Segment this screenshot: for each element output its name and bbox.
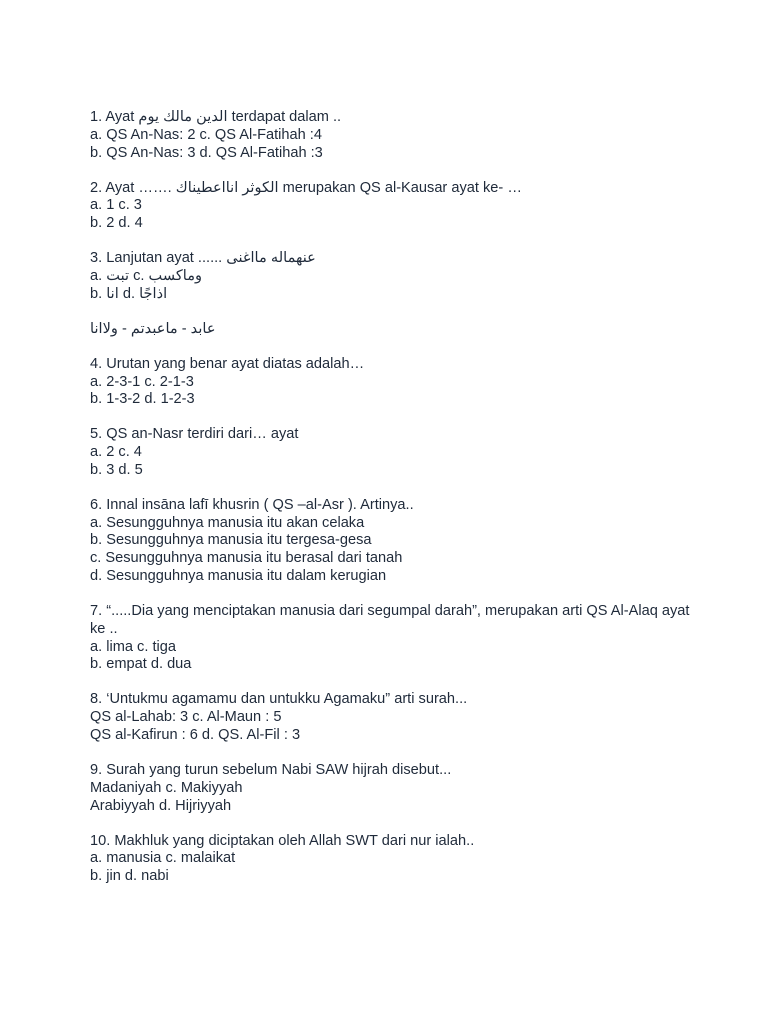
arabic-verse: عنهماله مااغنى [226, 250, 316, 267]
stem-text: 2. Ayat ……. [90, 179, 176, 196]
question-4 [90, 356, 690, 409]
question-8 [90, 691, 690, 744]
answer-option: QS al-Lahab: 3 c. Al-Maun : 5 [90, 709, 282, 726]
answer-option: b. Sesungguhnya manusia itu tergesa-gesa [90, 532, 372, 549]
answer-option: b. 1-3-2 d. 1-2-3 [90, 391, 195, 408]
answer-option: b. QS An-Nas: 3 d. QS Al-Fatihah :3 [90, 144, 323, 161]
question-stem: 10. Makhluk yang diciptakan oleh Allah SWT dari nur ialah.. [90, 832, 475, 849]
question-stem [90, 180, 690, 198]
question-2 [90, 180, 690, 233]
answer-option: QS al-Kafirun : 6 d. QS. Al-Fil : 3 [90, 727, 301, 744]
answer-option: a. manusia c. malaikat [90, 850, 236, 867]
answer-option [90, 286, 690, 304]
stem-text: merupakan QS al-Kausar ayat ke- … [278, 179, 522, 196]
stem-text: terdapat dalam .. [227, 109, 342, 125]
answer-option: b. 3 d. 5 [90, 461, 143, 478]
stem-text: 3. Lanjutan ayat ...... [90, 250, 227, 267]
question-stem [90, 250, 690, 268]
stem-text: 1. Ayat [90, 109, 139, 125]
question-stem: 8. ‘Untukmu agamamu dan untukku Agamaku” arti surah... [90, 691, 468, 708]
question-stem: 6. Innal insāna lafī khusrin ( QS –al-Asr ). Artinya.. [90, 496, 414, 513]
arabic-verse: عابد - ماعبدتم - ولاانا [90, 320, 216, 337]
answer-option: a. 2-3-1 c. 2-1-3 [90, 373, 194, 390]
question-3 [90, 250, 690, 303]
arabic-option: وماكسب [148, 267, 203, 284]
question-stem: 4. Urutan yang benar ayat diatas adalah… [90, 355, 365, 372]
question-1 [90, 109, 690, 162]
answer-option: b. jin d. nabi [90, 868, 169, 885]
answer-option: a. Sesungguhnya manusia itu akan celaka [90, 514, 365, 531]
answer-option: Madaniyah c. Makiyyah [90, 779, 243, 796]
option-prefix: b. [90, 285, 107, 302]
answer-option: b. 2 d. 4 [90, 215, 143, 232]
question-stem: 9. Surah yang turun sebelum Nabi SAW hijrah disebut... [90, 762, 452, 778]
answer-option: b. empat d. dua [90, 656, 192, 673]
answer-option: a. lima c. tiga [90, 638, 176, 655]
option-prefix: c. [129, 267, 149, 284]
answer-option: Arabiyyah d. Hijriyyah [90, 797, 232, 814]
question-5 [90, 426, 690, 479]
option-prefix: a. [90, 267, 107, 284]
question-10 [90, 833, 690, 886]
answer-option: c. Sesungguhnya manusia itu berasal dari tanah [90, 550, 403, 567]
arabic-verse: الدين مالك يوم [138, 109, 228, 125]
question-stem: 5. QS an-Nasr terdiri dari… ayat [90, 426, 299, 443]
arabic-verse-sequence [90, 321, 690, 339]
quiz-content [90, 109, 690, 903]
question-stem: 7. “.....Dia yang menciptakan manusia dari segumpal darah”, merupakan arti QS Al-Alaq ayat ke .. [90, 603, 690, 637]
answer-option: d. Sesungguhnya manusia itu dalam kerugian [90, 568, 387, 585]
question-7 [90, 603, 690, 674]
question-6 [90, 497, 690, 586]
arabic-verse: الكوثر انااعطيناك [175, 179, 279, 196]
answer-option: a. 2 c. 4 [90, 444, 142, 461]
arabic-option: اذاجًا [139, 285, 168, 302]
answer-option [90, 268, 690, 286]
arabic-option: تبت [106, 267, 130, 284]
option-prefix: d. [118, 285, 140, 302]
arabic-option: انا [106, 285, 119, 302]
answer-option: a. 1 c. 3 [90, 197, 142, 214]
question-9 [90, 762, 690, 815]
question-stem [90, 109, 690, 127]
answer-option: a. QS An-Nas: 2 c. QS Al-Fatihah :4 [90, 126, 322, 143]
